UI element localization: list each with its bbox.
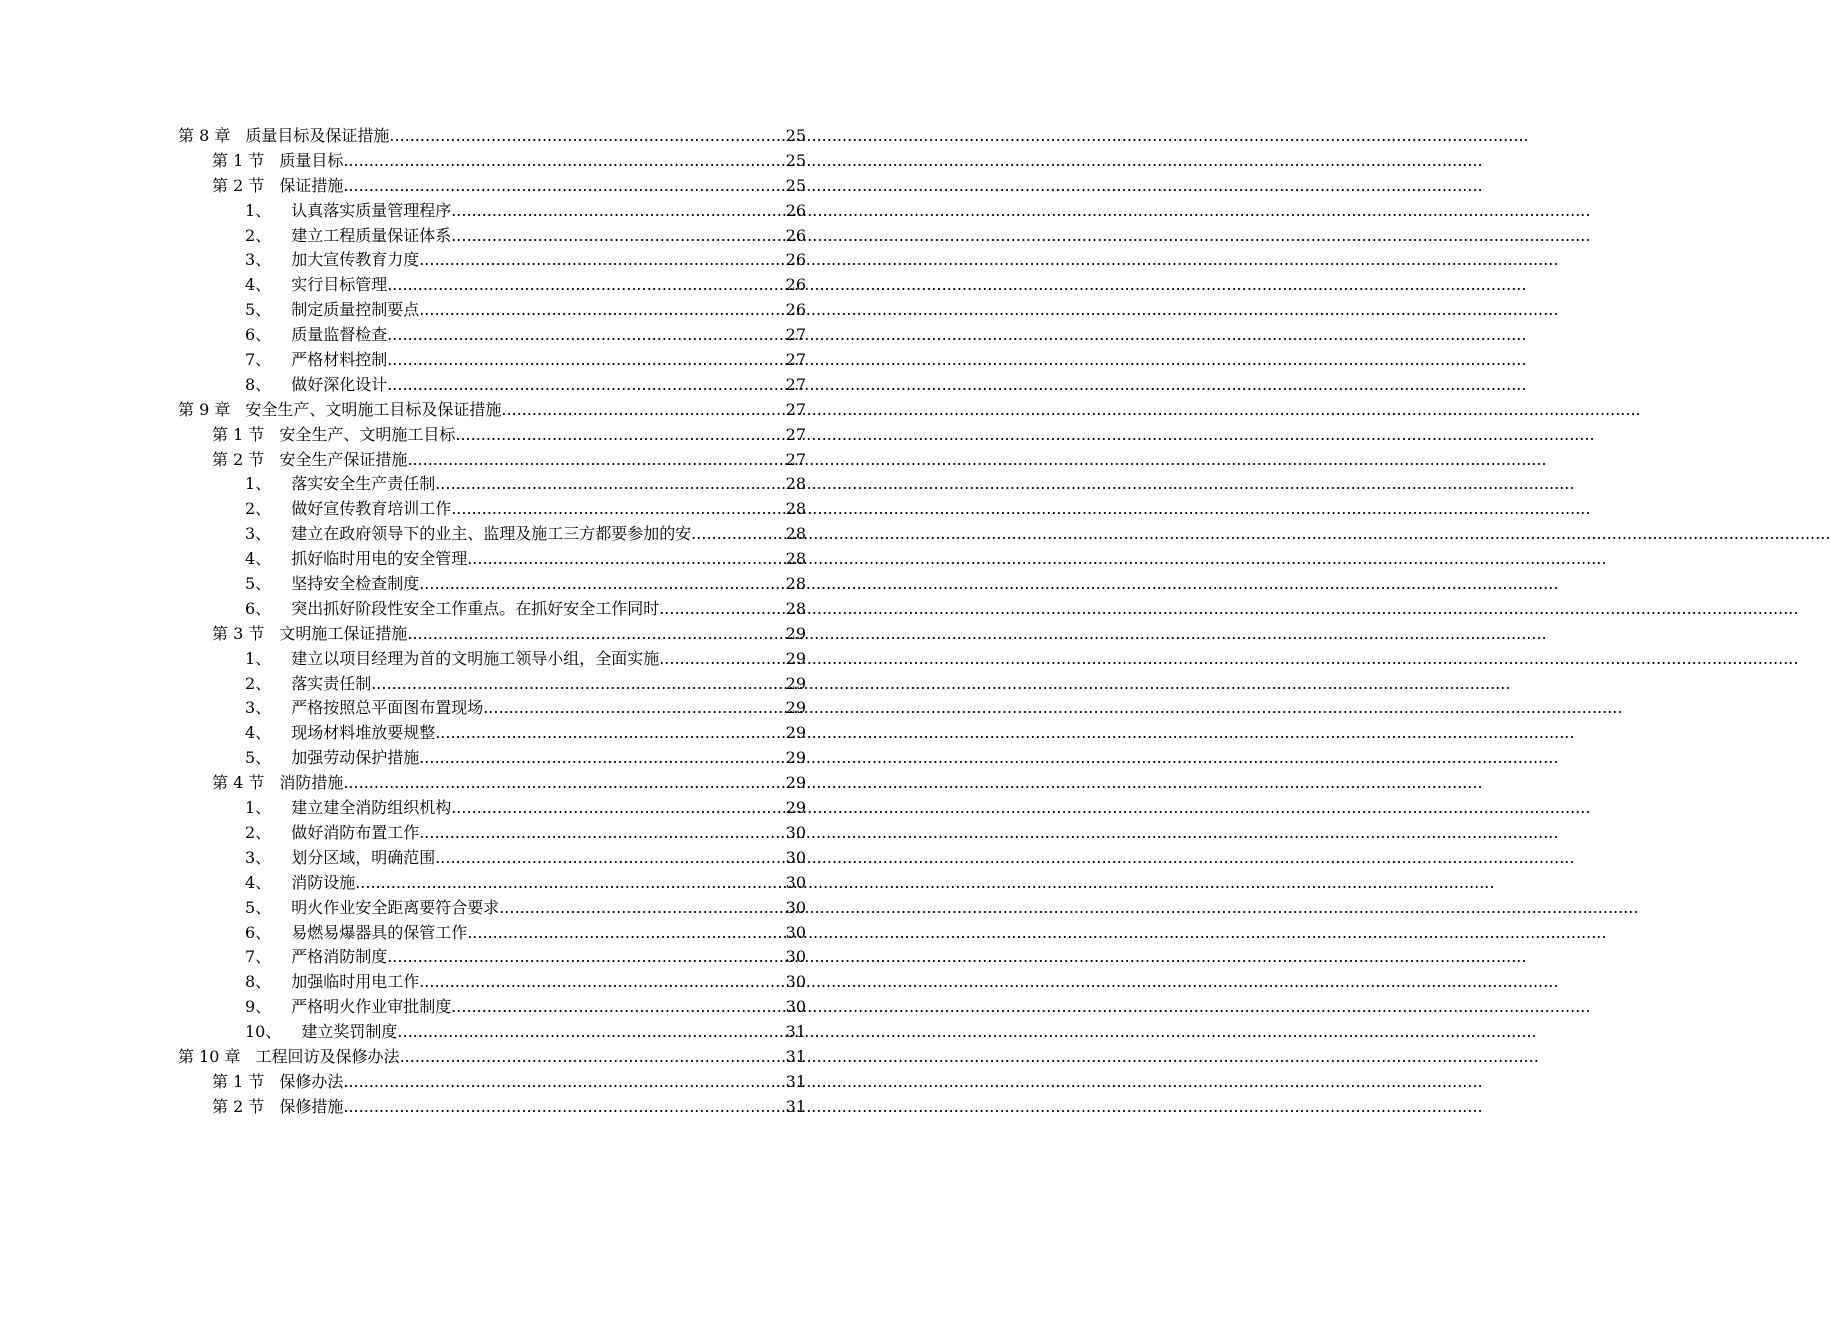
toc-dot-leader <box>419 821 785 846</box>
toc-entry-label <box>245 497 451 522</box>
toc-entry-number: 2、 <box>245 225 272 245</box>
toc-entry[interactable] <box>178 1020 806 1045</box>
toc-entry-title: 坚持安全检查制度 <box>291 574 420 594</box>
toc-entry-page-number: 31 <box>785 1096 806 1116</box>
toc-entry-title: 现场材料堆放要规整 <box>291 723 436 743</box>
toc-dot-leader <box>467 921 785 946</box>
toc-entry-number: 第 9 章 <box>178 399 231 419</box>
toc-entry-number: 3、 <box>245 847 272 867</box>
toc-entry-title: 加大宣传教育力度 <box>291 250 420 270</box>
toc-entry-label <box>245 373 387 398</box>
toc-entry-title: 建立以项目经理为首的文明施工领导小组，全面实施 <box>291 648 660 668</box>
toc-entry-title: 制定质量控制要点 <box>291 300 420 320</box>
toc-entry-page-number: 27 <box>785 374 806 394</box>
toc-entry-number: 第 2 节 <box>212 449 265 469</box>
toc-entry-label <box>245 672 371 697</box>
toc-dot-leader <box>343 149 785 174</box>
toc-entry[interactable] <box>178 1095 806 1120</box>
toc-entry-label <box>245 323 387 348</box>
toc-entry-page-number: 29 <box>785 748 806 768</box>
toc-entry-label <box>212 1070 343 1095</box>
toc-entry-label <box>212 174 343 199</box>
toc-entry[interactable] <box>178 896 806 921</box>
toc-entry-title: 抓好临时用电的安全管理 <box>291 549 468 569</box>
toc-entry-page-number: 25 <box>785 126 806 145</box>
toc-entry[interactable] <box>178 696 806 721</box>
toc-entry[interactable] <box>178 497 806 522</box>
toc-dot-leader <box>451 796 785 821</box>
toc-entry-label <box>245 248 419 273</box>
toc-entry-label <box>245 995 451 1020</box>
toc-entry-number: 8、 <box>245 374 272 394</box>
toc-entry-title: 严格消防制度 <box>291 947 388 967</box>
toc-entry-number: 7、 <box>245 947 272 967</box>
toc-entry-title: 建立奖罚制度 <box>301 1022 398 1042</box>
toc-entry-label <box>178 398 501 423</box>
toc-entry-page-number: 29 <box>785 623 806 643</box>
toc-dot-leader <box>407 622 785 647</box>
toc-entry-label <box>245 896 499 921</box>
toc-entry[interactable] <box>178 721 806 746</box>
toc-entry[interactable] <box>178 746 806 771</box>
toc-entry[interactable] <box>178 921 806 946</box>
toc-entry-title: 消防措施 <box>279 773 344 793</box>
toc-entry-title: 落实责任制 <box>291 673 372 693</box>
toc-dot-leader <box>343 174 785 199</box>
toc-entry-page-number: 26 <box>785 275 806 295</box>
toc-entry[interactable] <box>178 248 806 273</box>
toc-entry[interactable] <box>178 448 806 473</box>
toc-entry-page-number: 27 <box>785 424 806 444</box>
toc-entry-number: 5、 <box>245 574 272 594</box>
table-of-contents <box>178 124 806 1120</box>
toc-entry-page-number: 31 <box>785 1022 806 1042</box>
toc-entry-label <box>178 124 389 149</box>
toc-entry-page-number: 28 <box>785 524 806 544</box>
toc-dot-leader <box>400 1045 786 1070</box>
toc-entry-page-number: 31 <box>785 1071 806 1091</box>
toc-entry[interactable] <box>178 672 806 697</box>
toc-entry-number: 2、 <box>245 822 272 842</box>
toc-dot-leader <box>407 448 785 473</box>
toc-entry-number: 1、 <box>245 798 272 818</box>
toc-dot-leader <box>387 348 785 373</box>
toc-entry-page-number: 28 <box>785 574 806 594</box>
toc-entry-label <box>245 348 387 373</box>
toc-entry[interactable] <box>178 174 806 199</box>
toc-entry-title: 保修措施 <box>279 1096 344 1116</box>
toc-dot-leader <box>419 746 785 771</box>
toc-dot-leader <box>435 472 785 497</box>
toc-entry-label <box>245 945 387 970</box>
toc-entry-number: 4、 <box>245 549 272 569</box>
toc-entry-title: 做好深化设计 <box>291 374 388 394</box>
toc-entry-number: 第 3 节 <box>212 623 265 643</box>
toc-dot-leader <box>659 597 785 622</box>
toc-entry[interactable] <box>178 398 806 423</box>
toc-dot-leader <box>387 373 785 398</box>
toc-entry-label <box>245 472 435 497</box>
toc-entry[interactable] <box>178 622 806 647</box>
toc-entry-number: 6、 <box>245 325 272 345</box>
toc-entry-number: 10、 <box>245 1022 282 1042</box>
toc-entry-title: 划分区域，明确范围 <box>291 847 436 867</box>
toc-entry-page-number: 30 <box>785 847 806 867</box>
toc-dot-leader <box>371 672 785 697</box>
toc-dot-leader <box>467 547 785 572</box>
toc-entry-page-number: 29 <box>785 773 806 793</box>
toc-entry-label <box>212 622 407 647</box>
toc-entry-page-number: 29 <box>785 723 806 743</box>
toc-entry[interactable] <box>178 348 806 373</box>
toc-entry-page-number: 30 <box>785 872 806 892</box>
toc-entry-page-number: 25 <box>785 175 806 195</box>
toc-entry-title: 建立工程质量保证体系 <box>291 225 452 245</box>
toc-entry-title: 保修办法 <box>279 1071 344 1091</box>
toc-entry-title: 突出抓好阶段性安全工作重点。在抓好安全工作同时 <box>291 598 660 618</box>
toc-entry-label <box>245 796 451 821</box>
toc-entry-page-number: 27 <box>785 449 806 469</box>
toc-entry[interactable] <box>178 199 806 224</box>
toc-entry-page-number: 26 <box>785 250 806 270</box>
toc-entry-number: 6、 <box>245 598 272 618</box>
toc-entry-page-number: 27 <box>785 399 806 419</box>
toc-entry-title: 文明施工保证措施 <box>279 623 408 643</box>
toc-entry-label <box>245 199 451 224</box>
toc-entry-label <box>245 696 483 721</box>
toc-entry-number: 第 10 章 <box>178 1046 241 1066</box>
toc-entry[interactable] <box>178 647 806 672</box>
toc-entry-number: 5、 <box>245 897 272 917</box>
toc-dot-leader <box>387 273 785 298</box>
toc-entry[interactable] <box>178 970 806 995</box>
toc-entry-label <box>245 970 419 995</box>
toc-entry-label <box>245 273 387 298</box>
toc-dot-leader <box>499 896 785 921</box>
toc-entry-page-number: 29 <box>785 648 806 668</box>
toc-dot-leader <box>343 771 785 796</box>
toc-entry-title: 做好宣传教育培训工作 <box>291 499 452 519</box>
toc-dot-leader <box>419 298 785 323</box>
toc-entry-number: 2、 <box>245 673 272 693</box>
toc-entry-number: 4、 <box>245 723 272 743</box>
toc-entry[interactable] <box>178 124 806 149</box>
toc-entry-title: 安全生产、文明施工目标 <box>279 424 456 444</box>
toc-entry-page-number: 28 <box>785 499 806 519</box>
toc-entry-page-number: 30 <box>785 997 806 1017</box>
toc-entry-number: 1、 <box>245 474 272 494</box>
toc-entry-number: 9、 <box>245 997 272 1017</box>
toc-dot-leader <box>397 1020 785 1045</box>
toc-entry-number: 第 1 节 <box>212 424 265 444</box>
toc-entry-label <box>245 821 419 846</box>
toc-entry-title: 加强临时用电工作 <box>291 972 420 992</box>
toc-entry-title: 加强劳动保护措施 <box>291 748 420 768</box>
toc-entry-page-number: 30 <box>785 897 806 917</box>
toc-entry-number: 第 8 章 <box>178 126 231 145</box>
toc-entry-title: 安全生产、文明施工目标及保证措施 <box>245 399 502 419</box>
toc-entry-label <box>245 597 659 622</box>
toc-entry-page-number: 30 <box>785 922 806 942</box>
toc-dot-leader <box>419 970 785 995</box>
toc-entry-title: 落实安全生产责任制 <box>291 474 436 494</box>
toc-entry-page-number: 26 <box>785 225 806 245</box>
toc-entry[interactable] <box>178 423 806 448</box>
toc-entry-number: 第 1 节 <box>212 150 265 170</box>
toc-entry[interactable] <box>178 821 806 846</box>
toc-entry[interactable] <box>178 149 806 174</box>
toc-entry[interactable] <box>178 273 806 298</box>
toc-entry[interactable] <box>178 995 806 1020</box>
toc-entry-page-number: 28 <box>785 598 806 618</box>
toc-dot-leader <box>483 696 785 721</box>
toc-entry-page-number: 30 <box>785 822 806 842</box>
toc-entry[interactable] <box>178 1045 806 1070</box>
toc-entry-page-number: 28 <box>785 549 806 569</box>
toc-dot-leader <box>451 224 785 249</box>
toc-entry-number: 3、 <box>245 524 272 544</box>
toc-entry-label <box>245 522 691 547</box>
toc-dot-leader <box>419 572 785 597</box>
toc-entry-title: 保证措施 <box>279 175 344 195</box>
toc-entry-number: 8、 <box>245 972 272 992</box>
toc-entry-label <box>245 298 419 323</box>
toc-entry[interactable] <box>178 373 806 398</box>
toc-entry-page-number: 26 <box>785 300 806 320</box>
toc-entry-title: 明火作业安全距离要符合要求 <box>291 897 500 917</box>
toc-entry-number: 7、 <box>245 350 272 370</box>
toc-entry-title: 建立建全消防组织机构 <box>291 798 452 818</box>
toc-entry-label <box>245 547 467 572</box>
toc-entry-page-number: 31 <box>785 1046 806 1066</box>
toc-entry-page-number: 26 <box>785 200 806 220</box>
toc-entry-label <box>245 871 355 896</box>
toc-dot-leader <box>451 995 785 1020</box>
toc-entry-title: 质量目标及保证措施 <box>245 126 390 145</box>
toc-dot-leader <box>435 721 785 746</box>
toc-entry-label <box>212 1095 343 1120</box>
toc-entry-number: 第 4 节 <box>212 773 265 793</box>
toc-entry-number: 4、 <box>245 872 272 892</box>
toc-entry-page-number: 29 <box>785 798 806 818</box>
toc-entry-page-number: 27 <box>785 325 806 345</box>
toc-entry-title: 易燃易爆器具的保管工作 <box>291 922 468 942</box>
toc-entry-number: 5、 <box>245 748 272 768</box>
toc-entry-number: 4、 <box>245 275 272 295</box>
toc-entry-label <box>245 647 659 672</box>
toc-dot-leader <box>435 846 785 871</box>
toc-entry[interactable] <box>178 298 806 323</box>
toc-entry-title: 做好消防布置工作 <box>291 822 420 842</box>
toc-entry-number: 第 1 节 <box>212 1071 265 1091</box>
toc-dot-leader <box>691 522 785 547</box>
toc-entry[interactable] <box>178 224 806 249</box>
toc-entry-title: 严格明火作业审批制度 <box>291 997 452 1017</box>
toc-entry[interactable] <box>178 472 806 497</box>
toc-entry-label <box>245 1020 397 1045</box>
toc-entry[interactable] <box>178 796 806 821</box>
toc-dot-leader <box>355 871 785 896</box>
toc-entry-page-number: 29 <box>785 698 806 718</box>
toc-entry-page-number: 27 <box>785 350 806 370</box>
toc-dot-leader <box>387 945 785 970</box>
toc-entry[interactable] <box>178 846 806 871</box>
toc-dot-leader <box>389 124 785 149</box>
toc-dot-leader <box>343 1095 785 1120</box>
toc-entry-page-number: 29 <box>785 673 806 693</box>
toc-entry[interactable] <box>178 771 806 796</box>
toc-entry-number: 1、 <box>245 648 272 668</box>
toc-entry[interactable] <box>178 871 806 896</box>
toc-dot-leader <box>501 398 785 423</box>
toc-dot-leader <box>343 1070 785 1095</box>
toc-entry-number: 3、 <box>245 698 272 718</box>
toc-entry-label <box>245 921 467 946</box>
toc-entry-number: 3、 <box>245 250 272 270</box>
toc-entry[interactable] <box>178 323 806 348</box>
toc-dot-leader <box>451 497 785 522</box>
toc-entry-title: 严格材料控制 <box>291 350 388 370</box>
toc-entry[interactable] <box>178 522 806 547</box>
toc-entry-title: 质量监督检查 <box>291 325 388 345</box>
toc-entry-page-number: 28 <box>785 474 806 494</box>
toc-entry-title: 安全生产保证措施 <box>279 449 408 469</box>
toc-entry-title: 消防设施 <box>291 872 356 892</box>
toc-entry-title: 工程回访及保修办法 <box>255 1046 400 1066</box>
toc-entry-label <box>245 721 435 746</box>
toc-entry-label <box>245 746 419 771</box>
toc-entry-number: 6、 <box>245 922 272 942</box>
toc-entry-label <box>178 1045 400 1070</box>
toc-entry[interactable] <box>178 945 806 970</box>
toc-entry-label <box>212 448 407 473</box>
toc-entry-title: 认真落实质量管理程序 <box>291 200 452 220</box>
toc-entry-number: 第 2 节 <box>212 175 265 195</box>
toc-entry-page-number: 25 <box>785 150 806 170</box>
toc-dot-leader <box>455 423 785 448</box>
toc-dot-leader <box>387 323 785 348</box>
toc-entry-page-number: 30 <box>785 972 806 992</box>
toc-entry-label <box>212 149 343 174</box>
toc-entry-title: 质量目标 <box>279 150 344 170</box>
toc-entry-label <box>212 423 455 448</box>
toc-dot-leader <box>419 248 785 273</box>
toc-dot-leader <box>451 199 785 224</box>
toc-entry[interactable] <box>178 572 806 597</box>
toc-entry-number: 2、 <box>245 499 272 519</box>
toc-entry-label <box>212 771 343 796</box>
toc-entry-label <box>245 572 419 597</box>
toc-entry-title: 实行目标管理 <box>291 275 388 295</box>
toc-entry[interactable] <box>178 597 806 622</box>
toc-entry[interactable] <box>178 1070 806 1095</box>
toc-entry-page-number: 30 <box>785 947 806 967</box>
toc-entry-number: 第 2 节 <box>212 1096 265 1116</box>
toc-entry-label <box>245 846 435 871</box>
toc-entry-title: 建立在政府领导下的业主、监理及施工三方都要参加的安 <box>291 524 692 544</box>
toc-dot-leader <box>659 647 785 672</box>
toc-entry-title: 严格按照总平面图布置现场 <box>291 698 484 718</box>
toc-entry-number: 1、 <box>245 200 272 220</box>
toc-entry-label <box>245 224 451 249</box>
toc-entry-number: 5、 <box>245 300 272 320</box>
toc-entry[interactable] <box>178 547 806 572</box>
